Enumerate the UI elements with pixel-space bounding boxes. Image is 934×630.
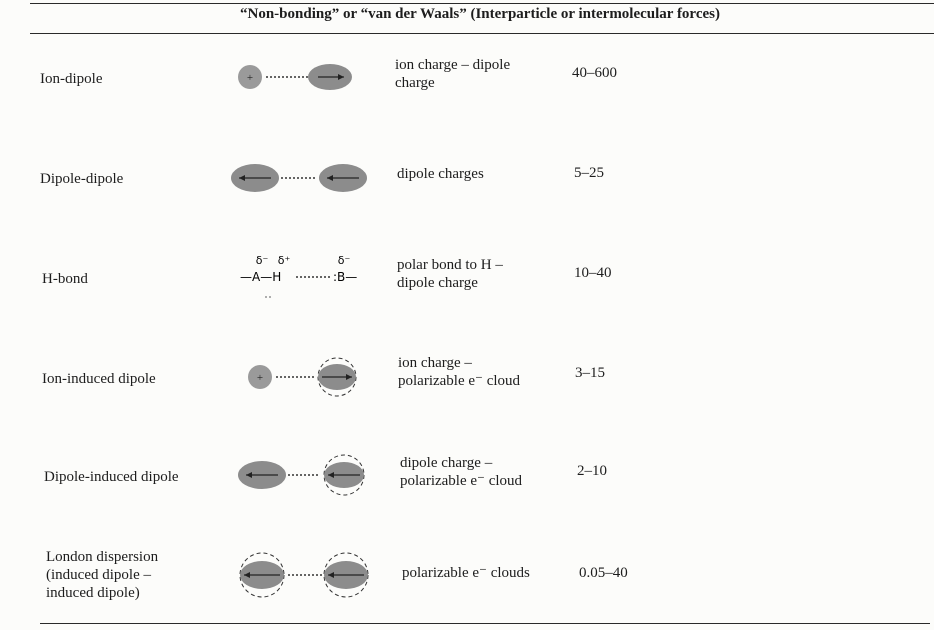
acceptor-formula: :B—	[333, 270, 358, 284]
force-name: Ion-induced dipole	[42, 371, 156, 387]
force-name: London dispersion (induced dipole – induced dipole)	[46, 549, 159, 601]
ion-plus-sign: +	[246, 72, 254, 84]
energy-range: 40–600	[572, 65, 617, 81]
delta-minus-label: δ⁻	[255, 254, 269, 267]
table-row-ion-induced-dipole	[0, 336, 934, 416]
delta-minus-label: δ⁻	[337, 254, 351, 267]
table-row-london-dispersion	[0, 536, 934, 616]
ion-plus-sign: +	[256, 372, 264, 384]
force-name: Dipole-induced dipole	[44, 469, 179, 485]
energy-range: 5–25	[574, 165, 604, 181]
force-name: Ion-dipole	[40, 71, 103, 87]
lone-pair-dot	[265, 296, 267, 298]
table-row-h-bond	[0, 238, 934, 318]
dipole-induced-dipole-diagram	[232, 450, 382, 500]
force-description: polarizable e⁻ clouds	[402, 565, 530, 581]
top-rule	[30, 3, 934, 4]
table-title: “Non-bonding” or “van der Waals” (Interparticle or intermolecular forces)	[240, 6, 720, 22]
delta-plus-label: δ⁺	[277, 254, 291, 267]
energy-range: 3–15	[575, 365, 605, 381]
ion-dipole-diagram	[230, 52, 360, 102]
energy-range: 10–40	[574, 265, 612, 281]
force-name: H-bond	[42, 271, 88, 287]
force-description: polar bond to H – dipole charge	[397, 257, 503, 291]
energy-range: 2–10	[577, 463, 607, 479]
force-name: Dipole-dipole	[40, 171, 124, 187]
h-bond-diagram	[232, 252, 372, 302]
force-description: ion charge – dipole charge	[395, 57, 511, 91]
lone-pair-dot	[269, 296, 271, 298]
force-description: dipole charge – polarizable e⁻ cloud	[400, 455, 523, 489]
force-description: ion charge – polarizable e⁻ cloud	[398, 355, 521, 389]
donor-formula: —A—H	[240, 270, 282, 284]
bottom-rule	[40, 623, 930, 624]
table-row-ion-dipole	[0, 40, 934, 120]
dipole-dipole-diagram	[225, 153, 375, 203]
table-row-dipole-induced-dipole	[0, 436, 934, 516]
force-description: dipole charges	[397, 166, 484, 182]
table-row-dipole-dipole	[0, 138, 934, 218]
ion-induced-dipole-diagram	[240, 352, 370, 402]
energy-range: 0.05–40	[579, 565, 628, 581]
london-dispersion-diagram	[232, 548, 382, 602]
header-rule	[30, 33, 934, 34]
